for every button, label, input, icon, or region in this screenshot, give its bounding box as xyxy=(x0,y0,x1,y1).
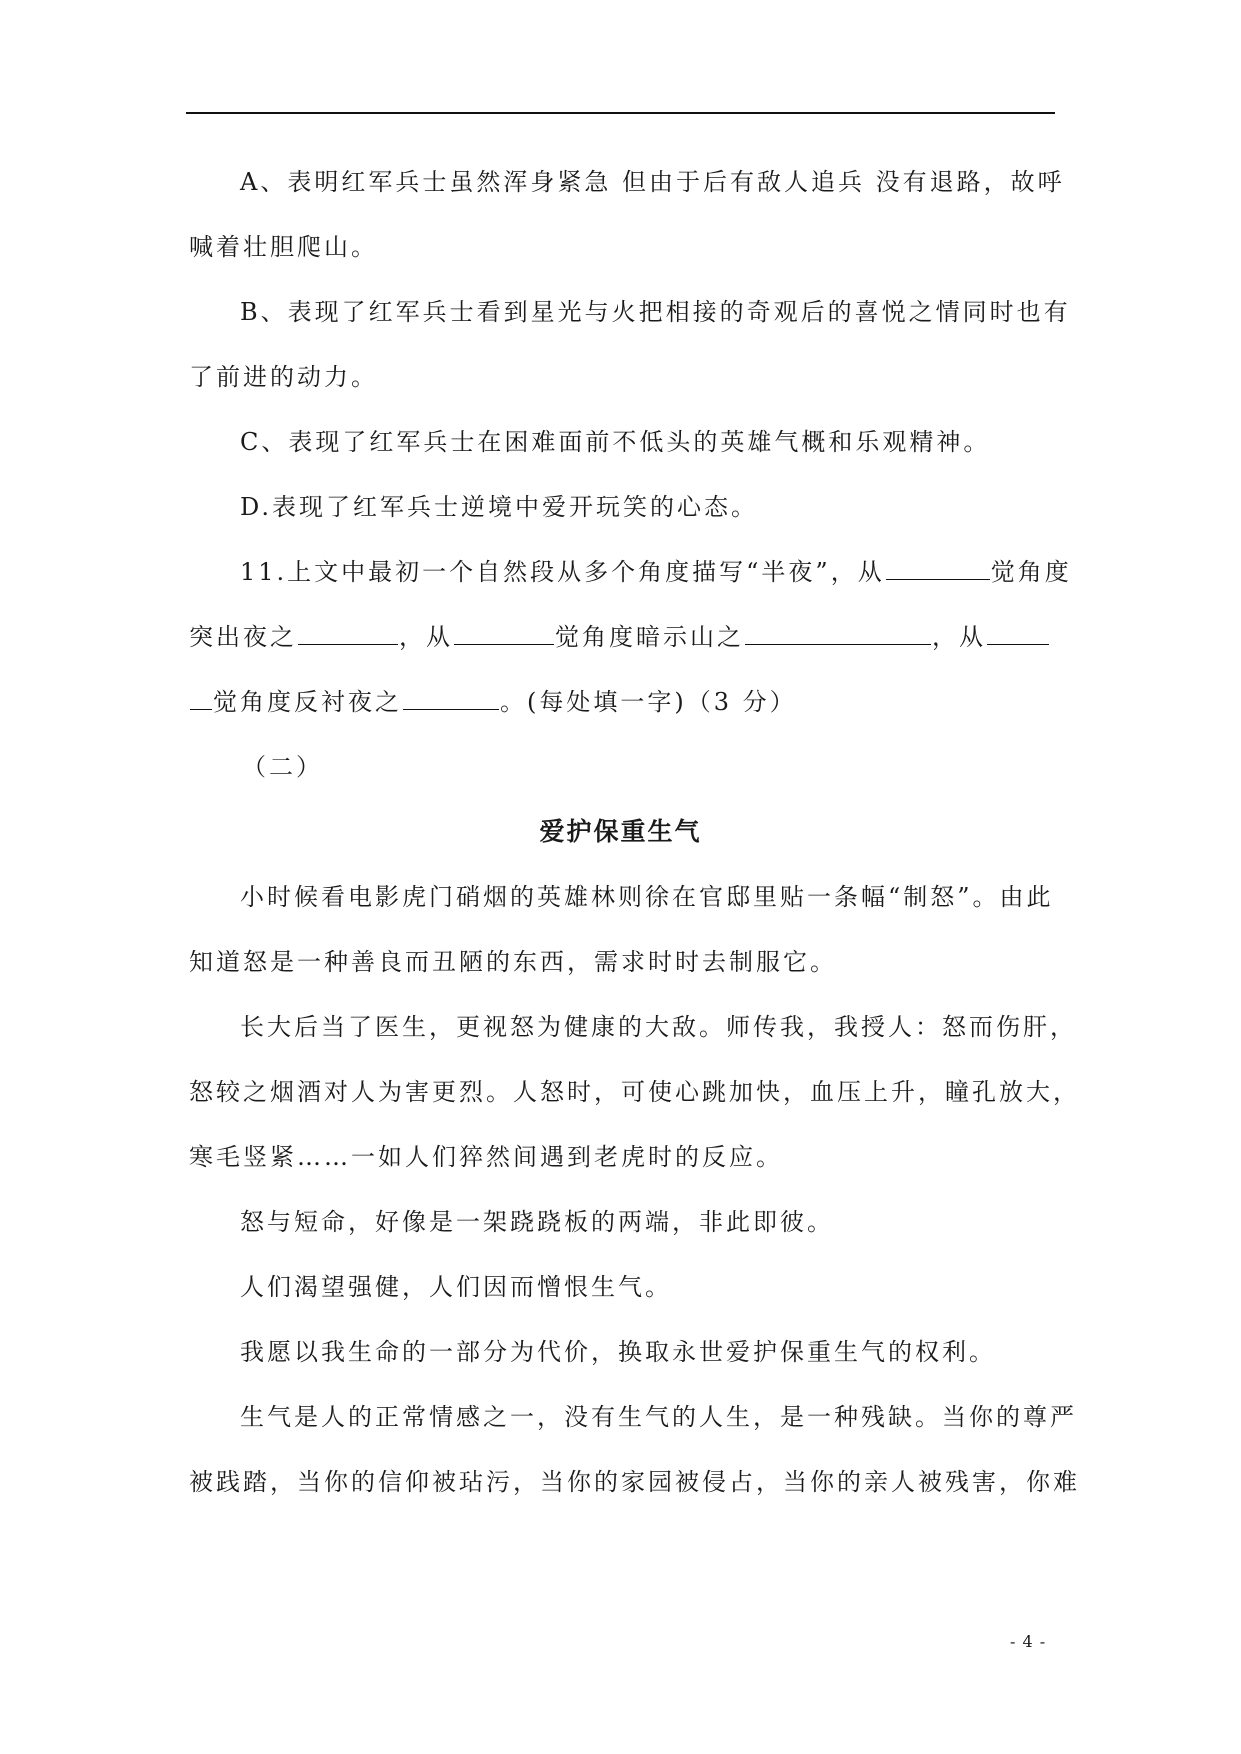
question-11-text: ，从 xyxy=(932,623,986,651)
question-11-text: 。(每处填一字)（3 分） xyxy=(500,688,797,716)
paragraph-1-line-1: 小时候看电影虎门硝烟的英雄林则徐在官邸里贴一条幅“制怒”。由此 xyxy=(240,883,1054,911)
answer-blank[interactable] xyxy=(987,622,1049,645)
question-11-text: 觉角度 xyxy=(990,558,1072,586)
question-11-text: ，从 xyxy=(399,623,453,651)
question-11-text: 11.上文中最初一个自然段从多个角度描写“半夜”，从 xyxy=(240,558,885,586)
paragraph-5-line-1: 我愿以我生命的一部分为代价，换取永世爱护保重生气的权利。 xyxy=(240,1338,996,1366)
question-11-line-2 xyxy=(189,621,1050,653)
answer-blank[interactable] xyxy=(454,622,554,645)
option-d-line-1: D.表现了红军兵士逆境中爱开玩笑的心态。 xyxy=(240,493,759,521)
answer-blank[interactable] xyxy=(190,687,212,710)
paragraph-2-line-1: 长大后当了医生，更视怒为健康的大敌。师传我，我授人：怒而伤肝， xyxy=(240,1013,1077,1041)
question-11-line-3 xyxy=(189,686,797,718)
paragraph-1-line-2: 知道怒是一种善良而丑陋的东西，需求时时去制服它。 xyxy=(189,948,837,976)
paragraph-2-line-2: 怒较之烟酒对人为害更烈。人怒时，可使心跳加快，血压上升，瞳孔放大， xyxy=(189,1078,1080,1106)
paragraph-2-line-3: 寒毛竖紧……一如人们猝然间遇到老虎时的反应。 xyxy=(189,1143,783,1171)
answer-blank[interactable] xyxy=(886,557,990,580)
answer-blank[interactable] xyxy=(745,622,931,645)
question-11-text: 突出夜之 xyxy=(189,623,297,651)
option-b-line-2: 了前进的动力。 xyxy=(189,363,378,391)
answer-blank[interactable] xyxy=(403,687,499,710)
section-label: （二） xyxy=(242,753,323,781)
question-11-line-1 xyxy=(240,556,1072,588)
option-a-line-1: A、表明红军兵士虽然浑身紧急 但由于后有敌人追兵 没有退路，故呼 xyxy=(240,168,1065,196)
answer-blank[interactable] xyxy=(298,622,398,645)
paragraph-6-line-2: 被践踏，当你的信仰被玷污，当你的家园被侵占，当你的亲人被残害，你难 xyxy=(189,1468,1080,1496)
article-title: 爱护保重生气 xyxy=(539,817,702,846)
page-number: - 4 - xyxy=(1010,1632,1047,1651)
header-rule xyxy=(186,112,1055,114)
question-11-text: 觉角度暗示山之 xyxy=(555,623,744,651)
paragraph-6-line-1: 生气是人的正常情感之一，没有生气的人生，是一种残缺。当你的尊严 xyxy=(240,1403,1077,1431)
paragraph-3-line-1: 怒与短命，好像是一架跷跷板的两端，非此即彼。 xyxy=(240,1208,834,1236)
paragraph-4-line-1: 人们渴望强健，人们因而憎恨生气。 xyxy=(240,1273,672,1301)
option-b-line-1: B、表现了红军兵士看到星光与火把相接的奇观后的喜悦之情同时也有 xyxy=(240,298,1071,326)
option-c-line-1: C、表现了红军兵士在困难面前不低头的英雄气概和乐观精神。 xyxy=(240,428,991,456)
question-11-text: 觉角度反衬夜之 xyxy=(213,688,402,716)
option-a-line-2: 喊着壮胆爬山。 xyxy=(189,233,378,261)
